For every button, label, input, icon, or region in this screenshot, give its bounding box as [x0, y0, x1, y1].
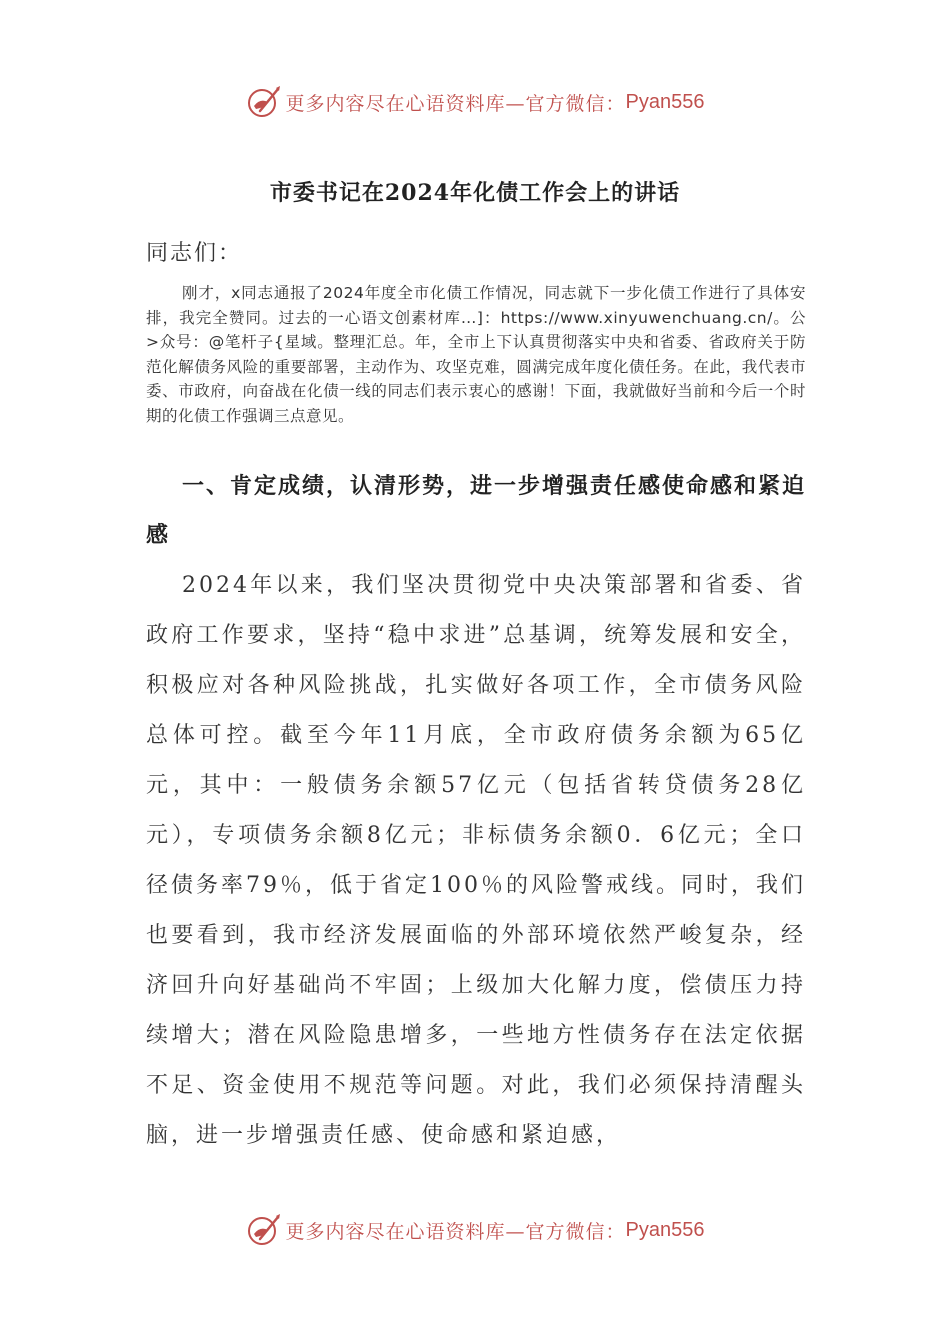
intro-paragraph: 刚才，x同志通报了2024年度全市化债工作情况，同志就下一步化债工作进行了具体安排，我完全赞同。过去的一心语文创素材库…]：https://www.xinyuwenchuang.cn/。公>众号：@笔杆子{星域。整理汇总。年，全市上下认真贯彻落实中央和省委、省政府关于防范化解债务风险的重要部署，主动作为、攻坚克难，圆满完成年度化债任务。在此，我代表市委、市政府，向奋战在化债一线的同志们表示衷心的感谢！下面，我就做好当前和今后一个时期的化债工作强调三点意见。 — [146, 284, 806, 425]
section-body-1: 2024年以来，我们坚决贯彻党中央决策部署和省委、省政府工作要求，坚持“稳中求进”总基调，统筹发展和安全，积极应对各种风险挑战，扎实做好各项工作，全市债务风险总体可控。截至今年11月底，全市政府债务余额为65亿元，其中：一般债务余额57亿元（包括省转贷债务28亿元），专项债务余额8亿元；非标债务余额0．6亿元；全口径债务率79％，低于省定100％的风险警戒线。同时，我们也要看到，我市经济发展面临的外部环境依然严峻复杂，经济回升向好基础尚不牢固；上级加大化解力度，偿债压力持续增大；潜在风险隐患增多，一些地方性债务存在法定依据不足、资金使用不规范等问题。对此，我们必须保持清醒头脑，进一步增强责任感、使命感和紧迫感， — [146, 573, 806, 1148]
banner-text: 更多内容尽在心语资料库—官方微信： — [285, 1220, 626, 1243]
footer-watermark-banner — [0, 1208, 950, 1252]
header-watermark-banner — [0, 80, 950, 124]
pen-logo-icon — [246, 84, 282, 120]
banner-wechat-handle: Pyan556 — [625, 90, 705, 113]
pen-logo-icon — [246, 1212, 282, 1248]
section-heading-1: 一、肯定成绩，认清形势，进一步增强责任感使命感和紧迫感 — [146, 473, 807, 548]
banner-wechat-handle: Pyan556 — [625, 1218, 705, 1241]
banner-text: 更多内容尽在心语资料库—官方微信： — [285, 92, 626, 115]
document-title: 市委书记在2024年化债工作会上的讲话 — [269, 180, 681, 206]
greeting: 同志们： — [146, 241, 243, 266]
